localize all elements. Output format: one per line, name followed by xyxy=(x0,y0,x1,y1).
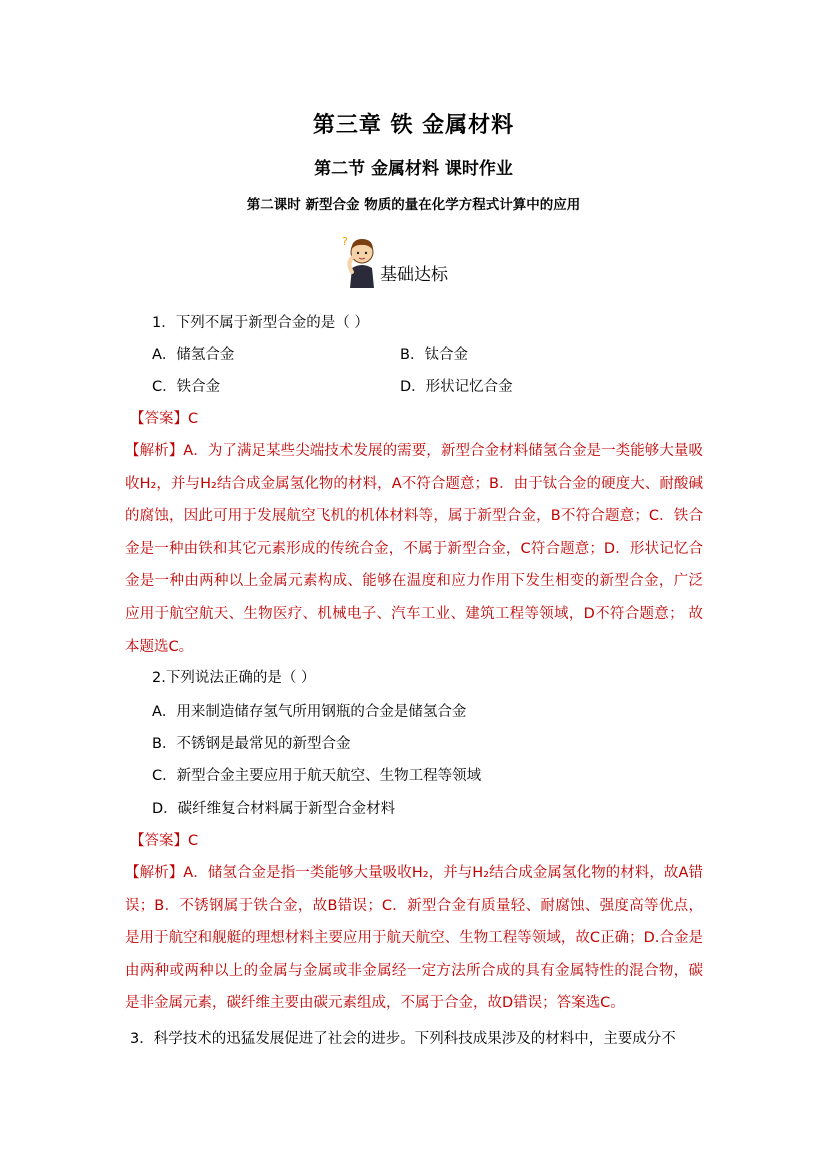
svg-text:?: ? xyxy=(342,235,348,248)
question-1-stem: 1．下列不属于新型合金的是（ ） xyxy=(152,315,369,331)
q1-analysis-tag: 【解析】 xyxy=(125,443,184,459)
q2-answer: 【答案】C xyxy=(130,833,199,849)
q1-option-d: D．形状记忆合金 xyxy=(400,379,513,395)
q1-analysis xyxy=(125,435,703,663)
section-title: 第二节 金属材料 课时作业 xyxy=(314,159,513,179)
question-2-stem: 2.下列说法正确的是（ ） xyxy=(152,670,316,686)
section-label: 基础达标 xyxy=(380,265,448,285)
q2-analysis-text: A．储氢合金是指一类能够大量吸收H₂，并与H₂结合成金属氢化物的材料，故A错误；B．不锈钢属于铁合金，故B错误；C．新型合金有质量轻、耐腐蚀、强度高等优点，是用于航空和舰艇的理想材料主要应用于航天航空、生物工程等领域，故C正确；D.合金是由两种或两种以上的金属与金属或非金属经一定方法所合成的具有金属特性的混合物，碳是非金属元素，碳纤维主要由碳元素组成，不属于合金，故D错误；答案选C。 xyxy=(125,865,703,1012)
q2-option-d: D．碳纤维复合材料属于新型合金材料 xyxy=(152,801,396,817)
q1-answer: 【答案】C xyxy=(130,411,199,427)
q1-analysis-text: A．为了满足某些尖端技术发展的需要，新型合金材料储氢合金是一类能够大量吸收H₂，并与H₂结合成金属氢化物的材料，A不符合题意；B．由于钛合金的硬度大、耐酸碱的腐蚀，因此可用于发展航空飞机的机体材料等，属于新型合金，B不符合题意；C．铁合金是一种由铁和其它元素形成的传统合金，不属于新型合金，C符合题意；D．形状记忆合金是一种由两种以上金属元素构成、能够在温度和应力作用下发生相变的新型合金，广泛应用于航空航天、生物医疗、机械电子、汽车工业、建筑工程等领域，D不符合题意； 故本题选C。 xyxy=(125,443,703,655)
q2-analysis xyxy=(125,857,703,1020)
q1-option-b: B．钛合金 xyxy=(400,347,468,363)
q1-option-a: A．储氢合金 xyxy=(152,347,235,363)
chapter-title: 第三章 铁 金属材料 xyxy=(312,112,515,138)
q1-option-c: C．铁合金 xyxy=(152,379,221,395)
lesson-title: 第二课时 新型合金 物质的量在化学方程式计算中的应用 xyxy=(246,197,581,213)
q2-option-c: C．新型合金主要应用于航天航空、生物工程等领域 xyxy=(152,768,482,784)
q2-analysis-tag: 【解析】 xyxy=(125,865,184,881)
q2-option-b: B．不锈钢是最常见的新型合金 xyxy=(152,736,351,752)
q2-option-a: A．用来制造储存氢气所用钢瓶的合金是储氢合金 xyxy=(152,704,467,720)
thinking-boy-icon xyxy=(340,232,380,288)
question-3-stem: 3．科学技术的迅猛发展促进了社会的进步。下列科技成果涉及的材料中，主要成分不 xyxy=(130,1031,676,1047)
